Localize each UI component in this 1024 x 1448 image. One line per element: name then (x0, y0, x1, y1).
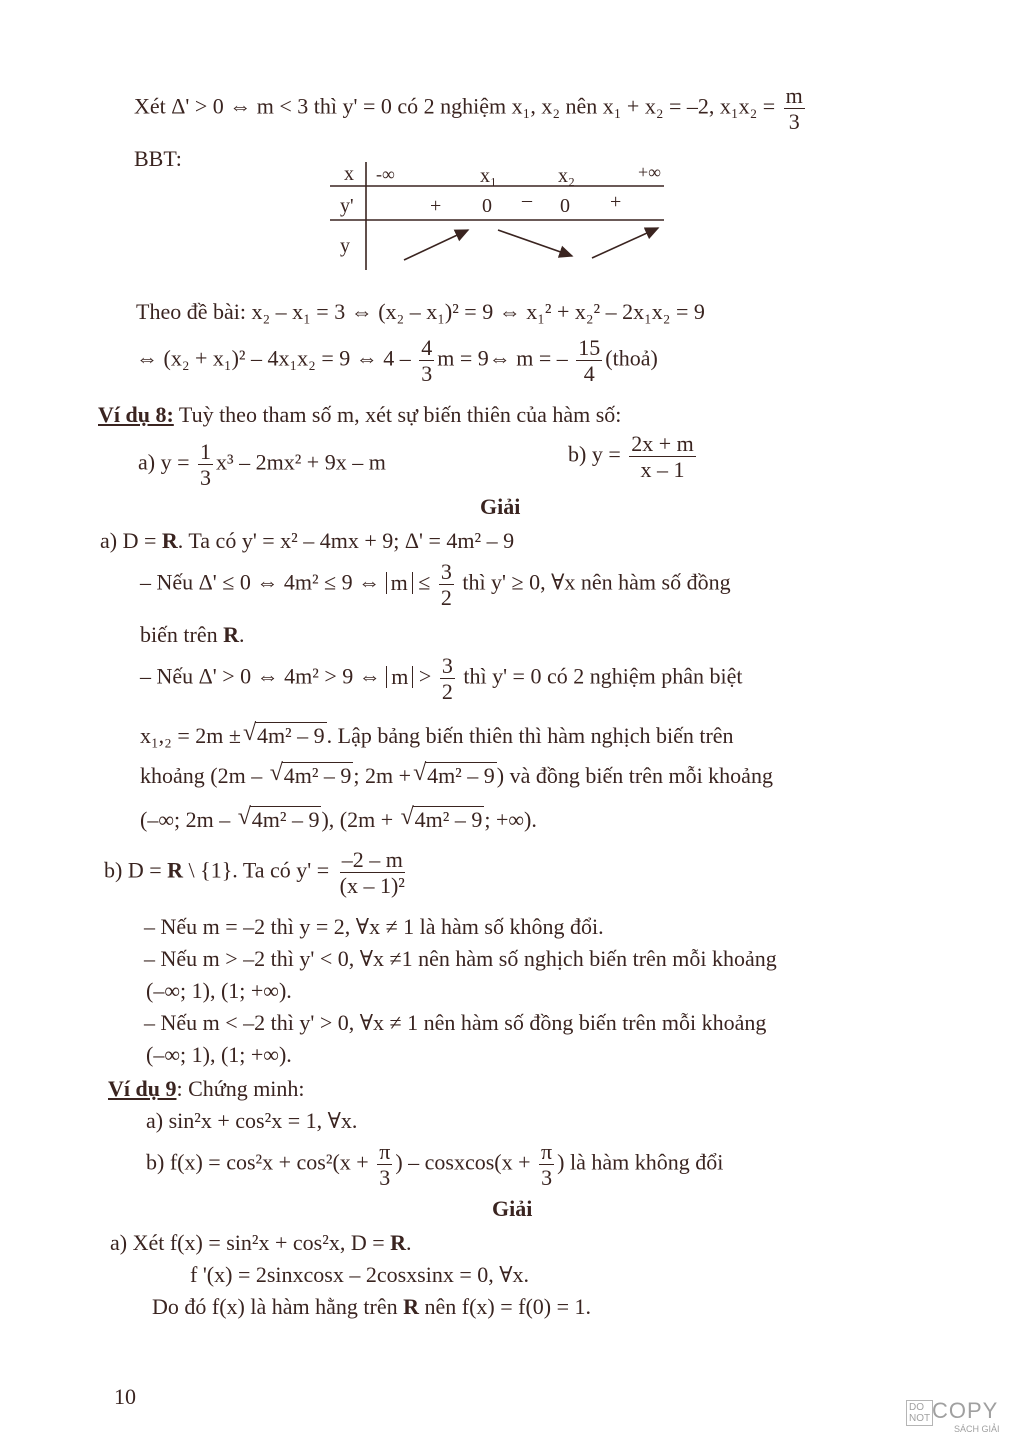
fraction-derivative: $\frac{-2 - m}{\text{(x – 1)²}}$ (339, 847, 405, 899)
example-8b: b) y = $\frac{2x + m}{x - 1}$ (568, 431, 694, 483)
page-number: 10 (114, 1384, 136, 1409)
sqrt-expression: √ 4m² – 9 (243, 722, 327, 749)
solution-a-line-2: – Nếu Δ' ≤ 0 ⇔ 4m² ≤ 9 ⇔ m ≤ $\frac{3}{2}$ thì y' ≥ 0, ∀x nên hàm số đồng (140, 559, 731, 611)
sqrt-expression-5: √ 4m² – 9 (401, 806, 485, 833)
solution-a-line-4: – Nếu Δ' > 0 ⇔ 4m² > 9 ⇔ m > $\frac{3}{2}$ thì y' = 0 có 2 nghiệm phân biệt (140, 653, 743, 705)
sqrt-expression-2: √ 4m² – 9 (270, 762, 354, 789)
example-9-label: Ví dụ 9 (108, 1076, 177, 1101)
fraction-15-over-4: $\frac{15}{4}$ (578, 335, 601, 387)
zero-2: 0 (560, 195, 570, 217)
solution-b-line-1: b) D = R \ {1}. Ta có y' = $\frac{-2 - m}{\text{(x – 1)²}}$ (104, 847, 405, 899)
sign-plus-2: + (610, 191, 622, 213)
solution-heading-1: Giải (480, 494, 521, 519)
fraction-pi-over-3-b: $\frac{\pi}{3}$ (541, 1139, 553, 1191)
arrow-increasing-1 (404, 230, 468, 260)
example-9a: a) sin²x + cos²x = 1, ∀x. (146, 1108, 358, 1133)
fraction-2x-plus-m-over-x-minus-1: $\frac{2x + m}{x - 1}$ (631, 431, 694, 483)
example-8-label: Ví dụ 8: (98, 402, 174, 427)
example-8-heading: Ví dụ 8: Tuỳ theo tham số m, xét sự biến thiên của hàm số: (98, 402, 622, 427)
absolute-value-m-2: m (386, 666, 413, 688)
arrow-decreasing (498, 230, 572, 256)
sqrt-expression-4: √ 4m² – 9 (238, 806, 322, 833)
fraction-3-over-2-b: $\frac{3}{2}$ (441, 653, 453, 705)
minus-infinity: -∞ (376, 164, 395, 184)
solution-b-line-2: – Nếu m = –2 thì y = 2, ∀x ≠ 1 là hàm số không đổi. (144, 914, 604, 939)
row-y-label: y (340, 235, 350, 257)
solution-a-line-6: khoảng (2m – √ 4m² – 9; 2m +√ 4m² – 9) và đồng biến trên mỗi khoảng (140, 762, 773, 789)
sqrt-expression-3: √ 4m² – 9 (413, 762, 497, 789)
solution-b-line-3: – Nếu m > –2 thì y' < 0, ∀x ≠1 nên hàm số nghịch biến trên mỗi khoảng (144, 946, 777, 971)
plus-infinity: +∞ (638, 162, 661, 182)
fraction-pi-over-3: $\frac{\pi}{3}$ (379, 1139, 391, 1191)
solution-b-line-5: – Nếu m < –2 thì y' > 0, ∀x ≠ 1 nên hàm số đồng biến trên mỗi khoảng (144, 1010, 767, 1035)
root-x1: x₁ (480, 165, 497, 187)
solution-a-line-1: a) D = R. Ta có y' = x² – 4mx + 9; Δ' = 4m² – 9 (100, 528, 515, 553)
solution-b-line-6: (–∞; 1), (1; +∞). (146, 1042, 292, 1067)
watermark-do-not: DO NOT (906, 1400, 933, 1426)
fraction-m-over-3: $\frac{m}{3}$ (785, 83, 803, 135)
absolute-value-m: m (386, 572, 413, 594)
fraction-3-over-2: $\frac{3}{2}$ (440, 559, 452, 611)
solution-a-line-5: x₁,₂ = 2m ±√ 4m² – 9. Lập bảng biến thiên thì hàm nghịch biến trên (140, 722, 734, 749)
example-9b: b) f(x) = cos²x + cos²(x + $\frac{\pi}{3}$ ) – cosxcos(x + $\frac{\pi}{3}$ ) là hàm không đổi (146, 1139, 724, 1191)
fraction-1-over-3: $\frac{1}{3}$ (200, 439, 211, 491)
row-x-label: x (344, 163, 354, 185)
root-x2: x₂ (558, 165, 575, 187)
bbt-label: BBT: (134, 146, 182, 171)
solution-9a-line-1: a) Xét f(x) = sin²x + cos²x, D = R. (110, 1230, 412, 1255)
do-not-copy-watermark (906, 1398, 1010, 1438)
solution-a-line-7: (–∞; 2m – √ 4m² – 9), (2m + √ 4m² – 9; +∞). (140, 806, 537, 833)
sign-minus: – (522, 189, 532, 211)
variation-table (326, 160, 686, 272)
solution-heading-2: Giải (492, 1196, 533, 1221)
watermark-subtitle: SÁCH GIẢI (954, 1424, 1000, 1434)
example-8a: a) y = $\frac{1}{3}$ x³ – 2mx² + 9x – m (138, 439, 386, 491)
fraction-4-over-3: $\frac{4}{3}$ (421, 335, 433, 387)
arrow-increasing-2 (592, 228, 658, 258)
solution-a-line-3: biến trên R. (140, 622, 245, 647)
solution-b-line-4: (–∞; 1), (1; +∞). (146, 978, 292, 1003)
watermark-copy: COPY (932, 1398, 999, 1423)
solution-9a-line-3: Do đó f(x) là hàm hằng trên R nên f(x) = f(0) = 1. (152, 1294, 592, 1319)
row-yprime-label: y' (340, 195, 354, 217)
sign-plus-1: + (430, 195, 442, 217)
zero-1: 0 (482, 195, 492, 217)
solution-9a-line-2: f '(x) = 2sinxcosx – 2cosxsinx = 0, ∀x. (190, 1262, 530, 1287)
line-problem-condition: Theo đề bài: x₂ – x₁ = 3 ⇔ (x₂ – x₁)² = 9 ⇔ x₁² + x₂² – 2x₁x₂ = 9 (136, 299, 705, 324)
line-delta-condition: Xét Δ' > 0 ⇔ m < 3 thì y' = 0 có 2 nghiệm x₁, x₂ nên x₁ + x₂ = –2, x₁x₂ = $\frac{m}{3}$ (134, 83, 803, 135)
example-9-heading: Ví dụ 9: Chứng minh: (108, 1076, 305, 1101)
line-solve-m: ⇔ (x₂ + x₁)² – 4x₁x₂ = 9 ⇔ 4 – $\frac{4}{3}$ m = 9⇔ m = – $\frac{15}{4}$ (thoả) (136, 335, 658, 387)
